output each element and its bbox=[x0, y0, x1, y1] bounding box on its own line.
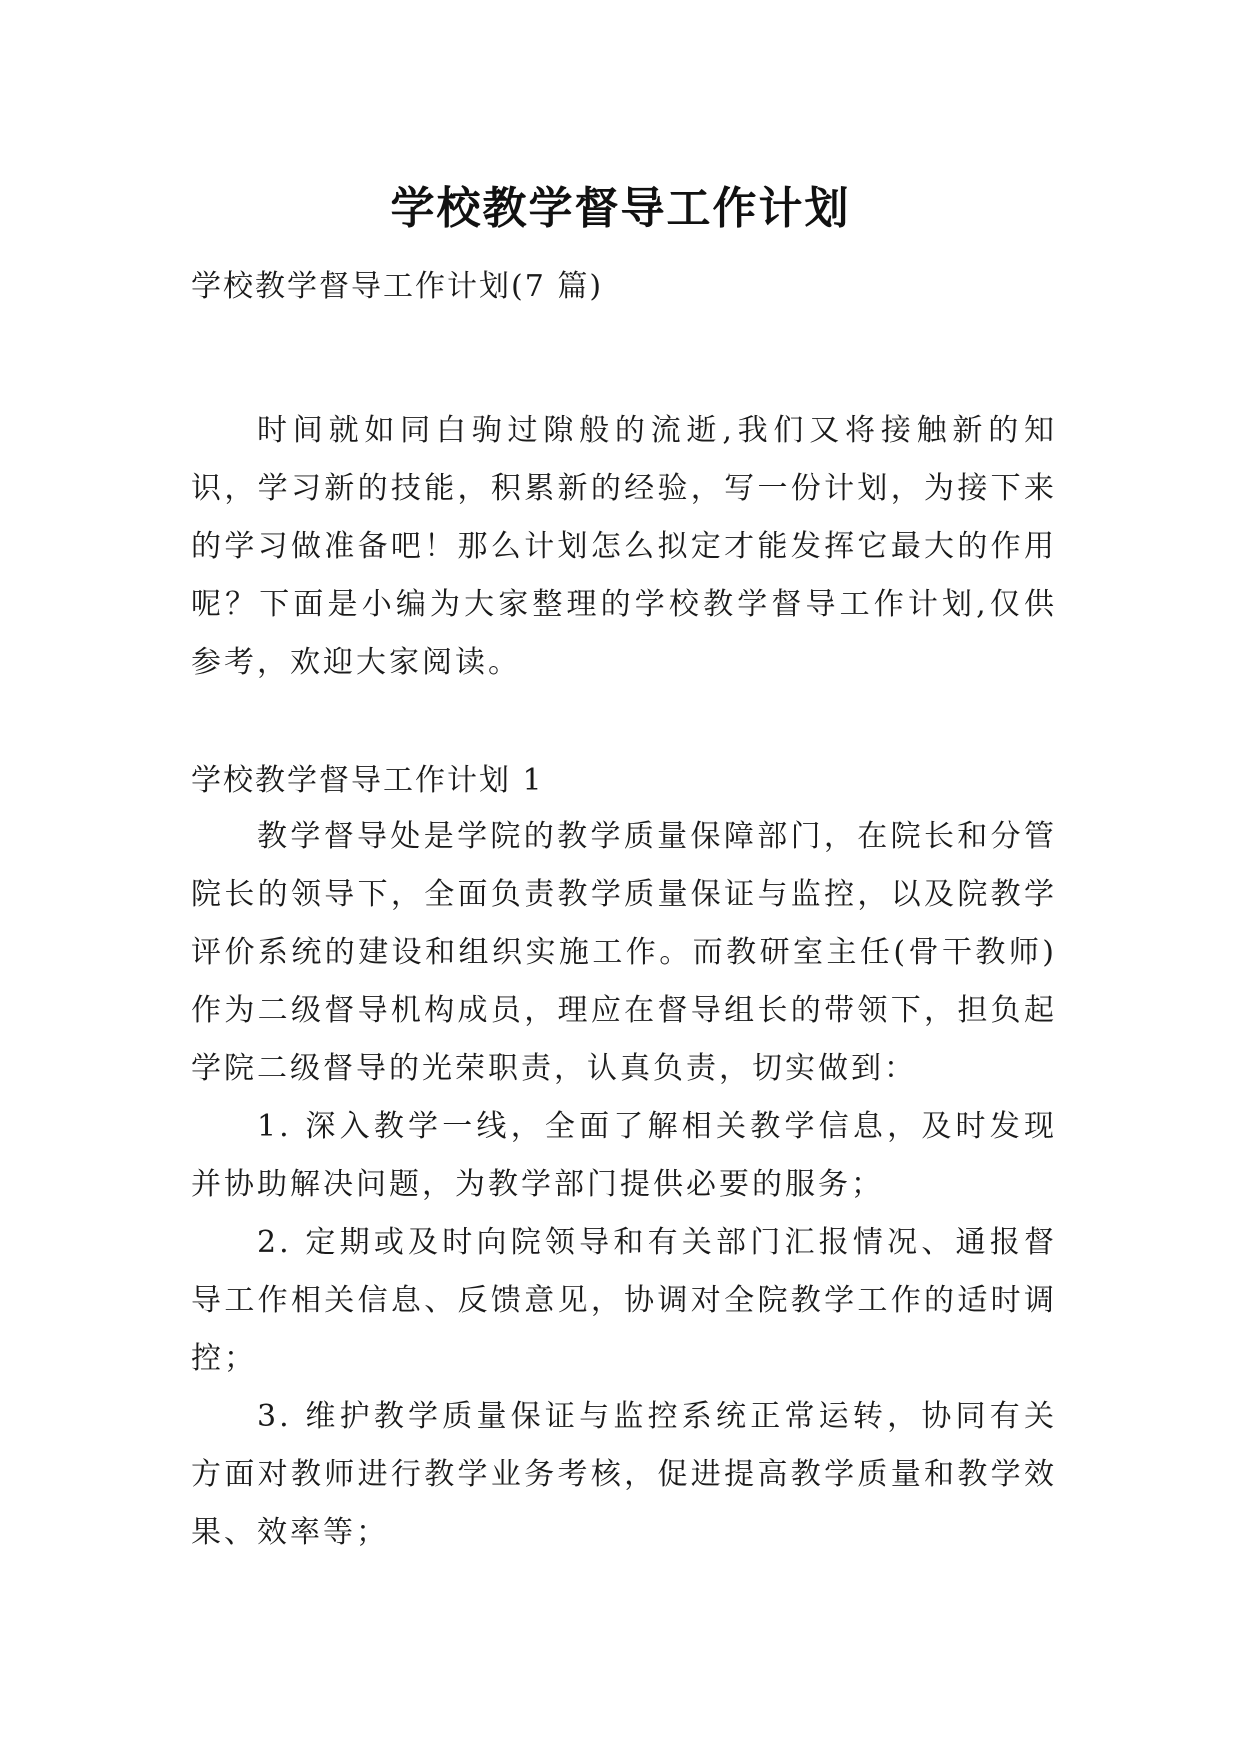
section-heading: 学校教学督导工作计划 1 bbox=[191, 763, 544, 798]
list-item: 3. 维护教学质量保证与监控系统正常运转，协同有关方面对教师进行教学业务考核，促进提高教学质量和教学效果、效率等； bbox=[191, 1399, 1057, 1550]
list-item: 1. 深入教学一线，全面了解相关教学信息，及时发现并协助解决问题，为教学部门提供必要的服务； bbox=[191, 1109, 1057, 1202]
intro-paragraph: 时间就如同白驹过隙般的流逝,我们又将接触新的知识，学习新的技能，积累新的经验，写一份计划，为接下来的学习做准备吧！那么计划怎么拟定才能发挥它最大的作用呢？下面是小编为大家整理的学校教学督导工作计划,仅供参考，欢迎大家阅读。 bbox=[191, 413, 1057, 680]
list-item: 2. 定期或及时向院领导和有关部门汇报情况、通报督导工作相关信息、反馈意见，协调对全院教学工作的适时调控； bbox=[191, 1225, 1057, 1376]
document-subtitle: 学校教学督导工作计划(7 篇) bbox=[191, 269, 604, 304]
section-paragraph: 教学督导处是学院的教学质量保障部门，在院长和分管院长的领导下，全面负责教学质量保证与监控，以及院教学评价系统的建设和组织实施工作。而教研室主任(骨干教师)作为二级督导机构成员，理应在督导组长的带领下，担负起学院二级督导的光荣职责，认真负责，切实做到： bbox=[191, 819, 1057, 1086]
document-title: 学校教学督导工作计划 bbox=[390, 183, 851, 235]
